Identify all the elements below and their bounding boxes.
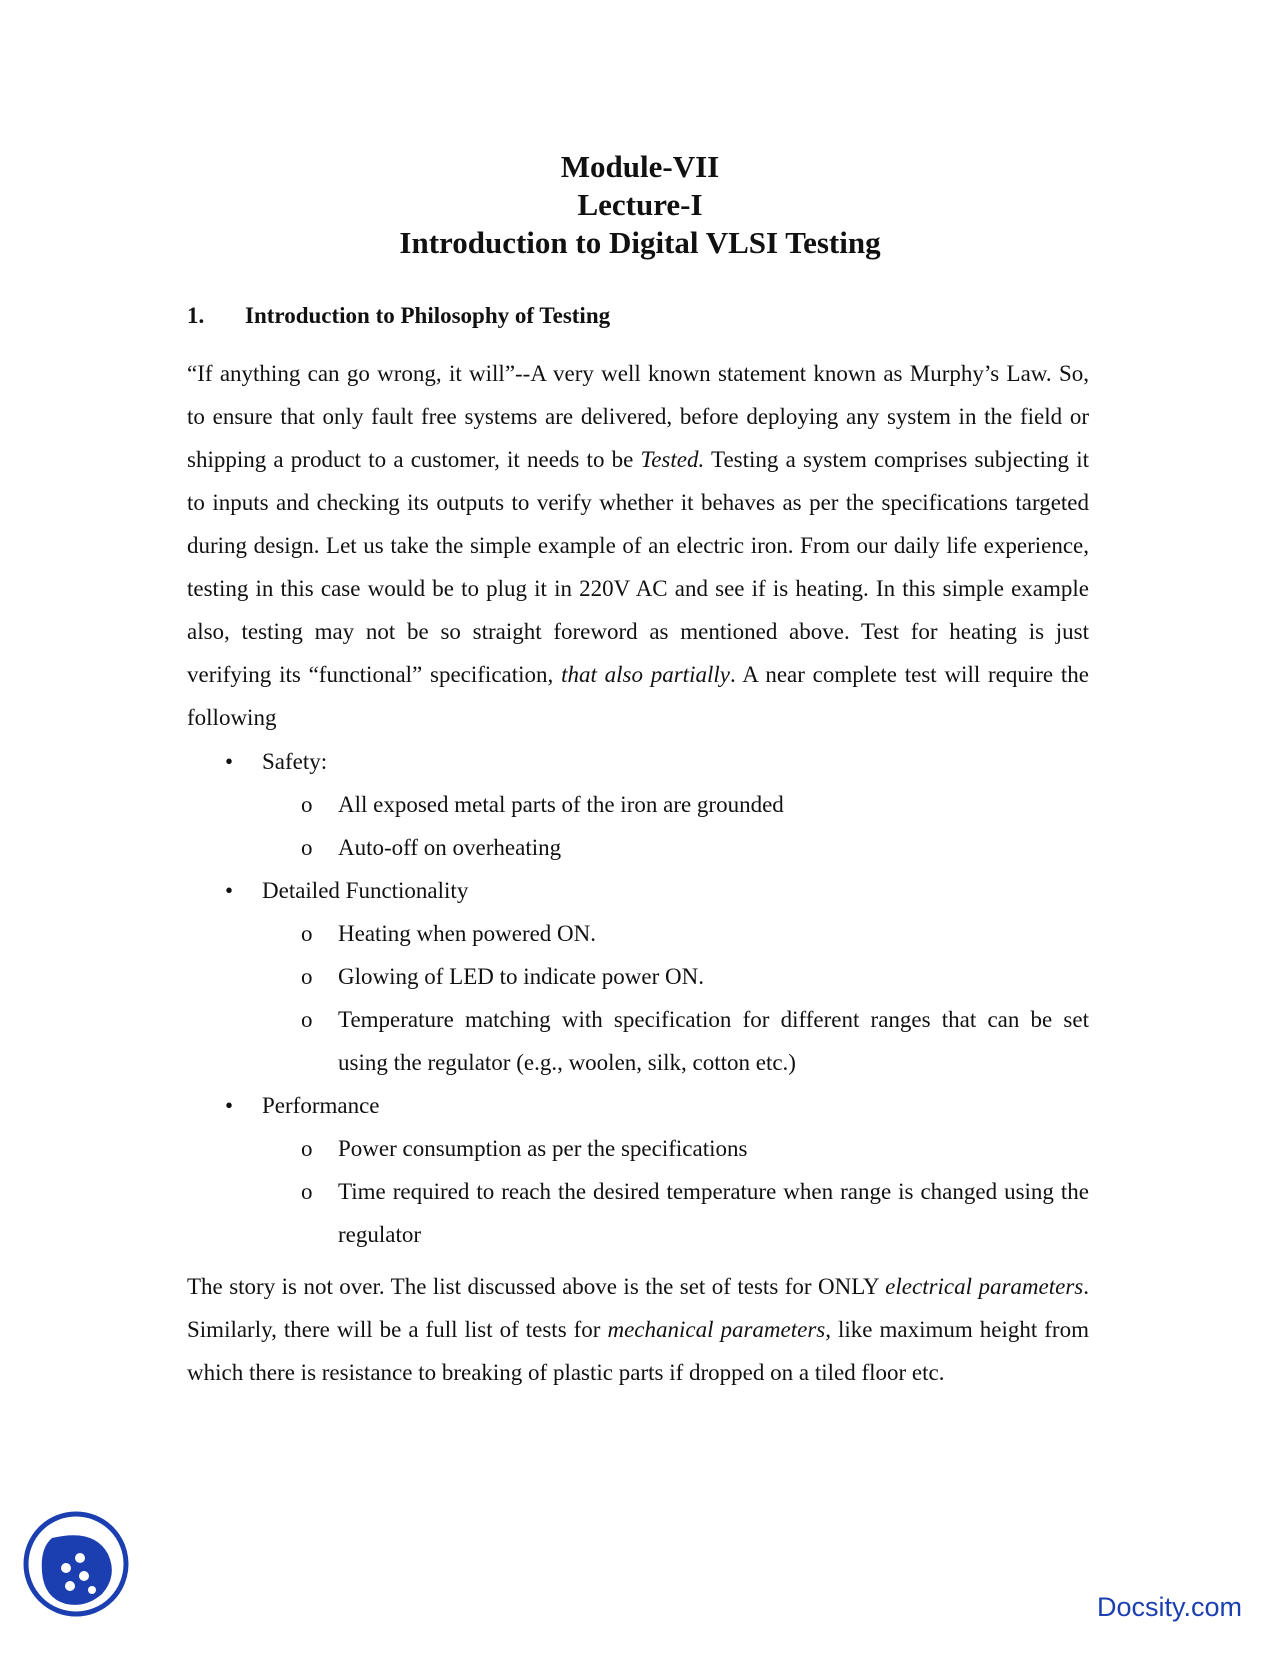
list-item-functionality: [187, 869, 1089, 912]
module-title: Module-VII: [560, 149, 720, 184]
sub-item-text: Heating when powered ON.: [338, 921, 597, 946]
intro-italic-1: Tested.: [640, 447, 705, 472]
docsity-brand-link[interactable]: Docsity.com: [1097, 1592, 1243, 1622]
closing-text-1: The story is not over. The list discussed above is the set of tests for ONLY: [187, 1274, 886, 1299]
list-label-safety: Safety:: [262, 749, 328, 774]
closing-text-3: , like maximum height from which there is resistance to breaking of plastic parts if dropped on a tiled floor etc.: [187, 1317, 1089, 1385]
lecture-title: Lecture-I: [577, 187, 703, 222]
intro-paragraph: [187, 352, 1089, 739]
test-requirements-list: [187, 740, 1089, 1256]
sub-item-text: Power consumption as per the specifications: [338, 1136, 748, 1161]
sub-item-text: Auto-off on overheating: [338, 835, 562, 860]
sub-bullet-icon: o: [301, 835, 313, 860]
sub-bullet-icon: o: [301, 921, 313, 946]
list-label-functionality: Detailed Functionality: [262, 878, 469, 903]
list-item-safety: [187, 740, 1089, 783]
intro-text-1: “If anything can go wrong, it will”--A very well known statement known as Murphy’s Law. So, to ensure that only fault free systems are delivered, before deploying any system in the field or shipping a product to a customer, it needs to be: [187, 361, 1089, 472]
closing-italic-1: electrical parameters: [885, 1274, 1084, 1299]
document-title: Introduction to Digital VLSI Testing: [399, 225, 881, 260]
sub-bullet-icon: o: [301, 1007, 313, 1032]
sub-item-text: Glowing of LED to indicate power ON.: [338, 964, 705, 989]
intro-text-2: Testing a system comprises subjecting it to inputs and checking its outputs to verify whether it behaves as per the specifications targeted during design. Let us take the simple example of an electric iron. From our daily life experience, testing in this case would be to plug it in 220V AC and see if is heating. In this simple example also, testing may not be so straight foreword as mentioned above. Test for heating is just verifying its “functional” specification,: [187, 447, 1089, 687]
sub-item: [187, 1127, 1089, 1170]
sub-bullet-icon: o: [301, 1179, 313, 1204]
list-item-performance: [187, 1084, 1089, 1127]
section-number: 1.: [187, 303, 205, 328]
docsity-logo-icon[interactable]: [22, 1510, 130, 1618]
sub-item: [187, 1170, 1089, 1256]
sub-item-text: Temperature matching with specification for different ranges that can be set using the regulator (e.g., woolen, silk, cotton etc.): [338, 1007, 1089, 1075]
intro-italic-2: that also partially: [561, 662, 730, 687]
sub-bullet-icon: o: [301, 1136, 313, 1161]
title-block: [0, 148, 1280, 262]
sub-item-text: Time required to reach the desired temperature when range is changed using the regulator: [338, 1179, 1089, 1247]
sub-item-text: All exposed metal parts of the iron are grounded: [338, 792, 784, 817]
sub-bullet-icon: o: [301, 792, 313, 817]
sub-item: [187, 826, 1089, 869]
section-heading: [187, 303, 610, 329]
bullet-icon: •: [225, 749, 234, 774]
sub-item: [187, 783, 1089, 826]
sub-item: [187, 912, 1089, 955]
bullet-icon: •: [225, 878, 234, 903]
sub-item: [187, 998, 1089, 1084]
closing-italic-2: mechanical parameters: [607, 1317, 826, 1342]
sub-bullet-icon: o: [301, 964, 313, 989]
closing-text-2: . Similarly, there will be a full list of tests for: [187, 1274, 1089, 1342]
intro-text-3: . A near complete test will require the following: [187, 662, 1090, 730]
section-heading-text: Introduction to Philosophy of Testing: [245, 303, 611, 328]
closing-paragraph: [187, 1265, 1089, 1394]
sub-item: [187, 955, 1089, 998]
list-label-performance: Performance: [262, 1093, 380, 1118]
bullet-icon: •: [225, 1093, 234, 1118]
